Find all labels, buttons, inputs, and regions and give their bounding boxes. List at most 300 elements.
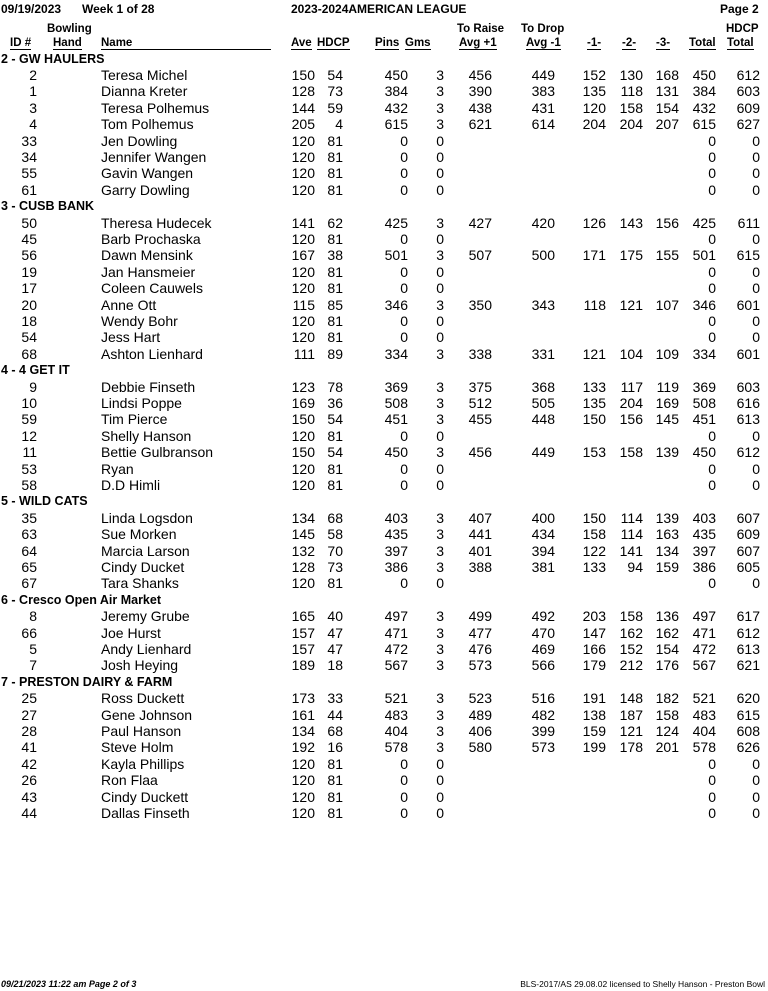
bowler-games: 0 bbox=[436, 132, 444, 149]
bowler-pins: 0 bbox=[400, 772, 408, 789]
bowler-to-drop: 492 bbox=[531, 608, 555, 625]
bowler-game-2: 162 bbox=[619, 624, 643, 641]
bowler-pins: 0 bbox=[400, 132, 408, 149]
bowler-average: 120 bbox=[291, 755, 315, 772]
bowler-name: Paul Hanson bbox=[101, 722, 182, 739]
bowler-pins: 425 bbox=[384, 214, 408, 231]
bowler-game-2: 141 bbox=[619, 542, 643, 559]
bowler-pins: 0 bbox=[400, 755, 408, 772]
bowler-handicap: 81 bbox=[327, 263, 343, 280]
bowler-game-3: 156 bbox=[655, 214, 679, 231]
bowler-id: 27 bbox=[21, 706, 37, 723]
bowler-hdcp-total: 616 bbox=[736, 394, 760, 411]
bowler-hdcp-total: 0 bbox=[752, 476, 760, 493]
col-to-drop: Avg -1 bbox=[526, 37, 561, 49]
bowler-hdcp-total: 615 bbox=[736, 706, 760, 723]
bowler-handicap: 81 bbox=[327, 427, 343, 444]
bowler-games: 0 bbox=[436, 263, 444, 280]
bowler-game-1: 203 bbox=[582, 608, 606, 625]
bowler-average: 120 bbox=[291, 772, 315, 789]
col-to-drop-top: To Drop bbox=[521, 23, 565, 35]
bowler-handicap: 81 bbox=[327, 788, 343, 805]
col-gms: Gms bbox=[405, 37, 431, 49]
bowler-game-1: 118 bbox=[583, 296, 606, 313]
bowler-to-raise: 401 bbox=[468, 542, 492, 559]
bowler-total: 0 bbox=[708, 460, 716, 477]
bowler-to-raise: 621 bbox=[468, 116, 492, 133]
bowler-name: Jennifer Wangen bbox=[101, 148, 207, 165]
team-header bbox=[0, 362, 768, 378]
bowler-pins: 0 bbox=[400, 575, 408, 592]
bowler-handicap: 81 bbox=[327, 165, 343, 182]
bowler-total: 615 bbox=[692, 116, 716, 133]
col-hand: Hand bbox=[53, 37, 82, 49]
bowler-game-1: 138 bbox=[582, 706, 606, 723]
bowler-id: 10 bbox=[21, 394, 37, 411]
bowler-pins: 0 bbox=[400, 280, 408, 297]
bowler-average: 120 bbox=[291, 427, 315, 444]
table-row bbox=[0, 723, 768, 739]
bowler-total: 578 bbox=[692, 739, 716, 756]
bowler-hdcp-total: 0 bbox=[752, 460, 760, 477]
bowler-pins: 386 bbox=[384, 558, 408, 575]
bowler-average: 141 bbox=[291, 214, 315, 231]
bowler-hdcp-total: 601 bbox=[736, 345, 760, 362]
team-title: 4 - 4 GET IT bbox=[1, 363, 70, 378]
bowler-game-1: 152 bbox=[582, 66, 606, 83]
bowler-pins: 0 bbox=[400, 181, 408, 198]
bowler-to-drop: 381 bbox=[531, 558, 555, 575]
bowler-to-drop: 431 bbox=[531, 99, 555, 116]
bowler-name: Debbie Finseth bbox=[101, 378, 196, 395]
bowler-game-2: 143 bbox=[619, 214, 643, 231]
table-row bbox=[0, 789, 768, 805]
bowler-id: 68 bbox=[21, 345, 37, 362]
bowler-id: 35 bbox=[21, 509, 37, 526]
bowler-games: 3 bbox=[436, 83, 444, 100]
bowler-game-1: 121 bbox=[582, 345, 606, 362]
bowler-id: 45 bbox=[21, 230, 37, 247]
bowler-games: 3 bbox=[436, 608, 444, 625]
bowler-total: 0 bbox=[708, 263, 716, 280]
bowler-hdcp-total: 620 bbox=[736, 690, 760, 707]
table-row bbox=[0, 641, 768, 657]
bowler-id: 4 bbox=[29, 116, 37, 133]
bowler-hdcp-total: 611 bbox=[737, 214, 760, 231]
table-row bbox=[0, 805, 768, 821]
col-pins: Pins bbox=[375, 37, 400, 49]
table-row bbox=[0, 707, 768, 723]
bowler-id: 2 bbox=[29, 66, 37, 83]
bowler-game-3: 163 bbox=[655, 526, 679, 543]
bowler-game-1: 199 bbox=[582, 739, 606, 756]
bowler-hdcp-total: 617 bbox=[736, 608, 760, 625]
bowler-hdcp-total: 621 bbox=[736, 657, 760, 674]
col-to-raise: Avg +1 bbox=[459, 37, 497, 49]
table-row bbox=[0, 526, 768, 542]
bowler-to-raise: 455 bbox=[468, 411, 492, 428]
col-game-3: -3- bbox=[656, 37, 671, 49]
bowler-id: 43 bbox=[21, 788, 37, 805]
bowler-total: 334 bbox=[692, 345, 716, 362]
bowler-id: 54 bbox=[21, 329, 37, 346]
table-row bbox=[0, 690, 768, 706]
bowler-total: 471 bbox=[692, 624, 716, 641]
bowler-game-1: 122 bbox=[582, 542, 606, 559]
col-bowling-top: Bowling bbox=[47, 23, 92, 35]
bowler-pins: 508 bbox=[384, 394, 408, 411]
bowler-total: 497 bbox=[692, 608, 716, 625]
bowler-game-3: 207 bbox=[655, 116, 679, 133]
bowler-game-3: 162 bbox=[655, 624, 679, 641]
bowler-total: 346 bbox=[692, 296, 716, 313]
table-row bbox=[0, 313, 768, 329]
bowler-pins: 404 bbox=[384, 722, 408, 739]
bowler-name: Ross Duckett bbox=[101, 690, 185, 707]
bowler-hdcp-total: 0 bbox=[752, 280, 760, 297]
bowler-total: 369 bbox=[692, 378, 716, 395]
table-row bbox=[0, 428, 768, 444]
bowler-game-2: 204 bbox=[619, 394, 643, 411]
bowler-average: 157 bbox=[291, 640, 315, 657]
bowler-hdcp-total: 603 bbox=[736, 83, 760, 100]
bowler-to-raise: 512 bbox=[468, 394, 492, 411]
bowler-to-raise: 523 bbox=[468, 690, 492, 707]
bowler-game-3: 145 bbox=[655, 411, 679, 428]
bowler-to-drop: 434 bbox=[531, 526, 555, 543]
bowler-id: 42 bbox=[21, 755, 37, 772]
bowler-pins: 501 bbox=[384, 247, 408, 264]
bowler-total: 0 bbox=[708, 312, 716, 329]
bowler-to-drop: 400 bbox=[531, 509, 555, 526]
bowler-average: 132 bbox=[291, 542, 315, 559]
bowler-name: Barb Prochaska bbox=[101, 230, 201, 247]
table-row bbox=[0, 411, 768, 427]
bowler-to-drop: 469 bbox=[531, 640, 555, 657]
bowler-average: 120 bbox=[291, 181, 315, 198]
bowler-id: 33 bbox=[21, 132, 37, 149]
bowler-handicap: 81 bbox=[327, 181, 343, 198]
bowler-average: 120 bbox=[291, 280, 315, 297]
table-row bbox=[0, 625, 768, 641]
bowler-id: 56 bbox=[21, 247, 37, 264]
bowler-games: 3 bbox=[436, 345, 444, 362]
table-row bbox=[0, 608, 768, 624]
team-title: 2 - GW HAULERS bbox=[1, 51, 105, 66]
bowler-hdcp-total: 0 bbox=[752, 804, 760, 821]
table-row bbox=[0, 346, 768, 362]
bowler-average: 165 bbox=[291, 608, 315, 625]
bowler-id: 63 bbox=[21, 526, 37, 543]
bowler-to-raise: 438 bbox=[468, 99, 492, 116]
col-hdcp-total-top: HDCP bbox=[726, 23, 759, 35]
bowler-hdcp-total: 605 bbox=[736, 558, 760, 575]
bowler-total: 0 bbox=[708, 165, 716, 182]
bowler-to-raise: 573 bbox=[468, 657, 492, 674]
bowler-to-raise: 507 bbox=[468, 247, 492, 264]
bowler-game-3: 134 bbox=[655, 542, 679, 559]
bowler-id: 26 bbox=[21, 772, 37, 789]
bowler-total: 521 bbox=[692, 690, 716, 707]
table-row bbox=[0, 247, 768, 263]
bowler-id: 66 bbox=[21, 624, 37, 641]
bowler-hdcp-total: 612 bbox=[736, 624, 760, 641]
bowler-game-1: 135 bbox=[582, 394, 606, 411]
bowler-average: 120 bbox=[291, 263, 315, 280]
bowler-games: 3 bbox=[436, 99, 444, 116]
bowler-total: 397 bbox=[692, 542, 716, 559]
table-row bbox=[0, 280, 768, 296]
bowler-name: Tim Pierce bbox=[101, 411, 168, 428]
bowler-games: 0 bbox=[436, 460, 444, 477]
bowler-handicap: 89 bbox=[327, 345, 343, 362]
bowler-handicap: 81 bbox=[327, 575, 343, 592]
bowler-game-2: 158 bbox=[619, 444, 643, 461]
bowler-games: 0 bbox=[436, 427, 444, 444]
col-ave: Ave bbox=[291, 37, 312, 49]
bowler-handicap: 54 bbox=[327, 444, 343, 461]
bowler-id: 17 bbox=[21, 280, 37, 297]
bowler-handicap: 81 bbox=[327, 329, 343, 346]
bowler-games: 3 bbox=[436, 558, 444, 575]
bowler-games: 0 bbox=[436, 181, 444, 198]
bowler-game-3: 107 bbox=[655, 296, 679, 313]
bowler-game-2: 94 bbox=[627, 558, 643, 575]
bowler-hdcp-total: 0 bbox=[752, 788, 760, 805]
bowler-average: 120 bbox=[291, 148, 315, 165]
bowler-pins: 451 bbox=[384, 411, 408, 428]
bowler-average: 120 bbox=[291, 788, 315, 805]
bowler-game-1: 147 bbox=[582, 624, 606, 641]
bowler-game-2: 187 bbox=[619, 706, 643, 723]
team-header bbox=[0, 493, 768, 509]
table-row bbox=[0, 231, 768, 247]
team-title: 5 - WILD CATS bbox=[1, 494, 88, 509]
team-header bbox=[0, 51, 768, 67]
bowler-hdcp-total: 626 bbox=[736, 739, 760, 756]
bowler-hdcp-total: 612 bbox=[736, 66, 760, 83]
bowler-game-2: 212 bbox=[619, 657, 643, 674]
bowler-games: 0 bbox=[436, 230, 444, 247]
bowler-total: 0 bbox=[708, 772, 716, 789]
bowler-handicap: 47 bbox=[327, 624, 343, 641]
bowler-total: 450 bbox=[692, 444, 716, 461]
bowler-game-3: 136 bbox=[655, 608, 679, 625]
bowler-game-2: 175 bbox=[619, 247, 643, 264]
bowler-name: Sue Morken bbox=[101, 526, 177, 543]
bowler-name: Teresa Polhemus bbox=[101, 99, 210, 116]
bowler-game-2: 158 bbox=[619, 608, 643, 625]
bowler-average: 120 bbox=[291, 132, 315, 149]
bowler-handicap: 81 bbox=[327, 460, 343, 477]
bowler-name: Josh Heying bbox=[101, 657, 179, 674]
bowler-to-raise: 499 bbox=[468, 608, 492, 625]
bowler-games: 3 bbox=[436, 526, 444, 543]
bowler-game-1: 150 bbox=[582, 509, 606, 526]
table-row bbox=[0, 756, 768, 772]
bowler-total: 0 bbox=[708, 230, 716, 247]
bowler-id: 41 bbox=[21, 739, 37, 756]
bowler-total: 0 bbox=[708, 280, 716, 297]
bowler-handicap: 85 bbox=[327, 296, 343, 313]
bowler-to-drop: 394 bbox=[531, 542, 555, 559]
bowler-pins: 397 bbox=[384, 542, 408, 559]
bowler-hdcp-total: 0 bbox=[752, 772, 760, 789]
report-week: Week 1 of 28 bbox=[82, 2, 155, 16]
col-hdcp-total: Total bbox=[727, 37, 754, 49]
bowler-average: 128 bbox=[291, 83, 315, 100]
table-row bbox=[0, 477, 768, 493]
table-row bbox=[0, 116, 768, 132]
bowler-hdcp-total: 0 bbox=[752, 312, 760, 329]
bowler-handicap: 68 bbox=[327, 509, 343, 526]
bowler-hdcp-total: 0 bbox=[752, 148, 760, 165]
bowler-hdcp-total: 0 bbox=[752, 755, 760, 772]
bowler-total: 404 bbox=[692, 722, 716, 739]
bowler-game-2: 152 bbox=[619, 640, 643, 657]
col-game-2: -2- bbox=[622, 37, 637, 49]
bowler-name: Gene Johnson bbox=[101, 706, 193, 723]
bowler-games: 3 bbox=[436, 640, 444, 657]
bowler-pins: 497 bbox=[384, 608, 408, 625]
bowler-hdcp-total: 609 bbox=[736, 99, 760, 116]
table-row bbox=[0, 149, 768, 165]
table-row bbox=[0, 657, 768, 673]
bowler-games: 0 bbox=[436, 329, 444, 346]
bowler-hdcp-total: 0 bbox=[752, 427, 760, 444]
bowler-games: 0 bbox=[436, 755, 444, 772]
bowler-name: Dawn Mensink bbox=[101, 247, 193, 264]
bowler-total: 0 bbox=[708, 148, 716, 165]
bowler-hdcp-total: 0 bbox=[752, 181, 760, 198]
bowler-to-drop: 470 bbox=[531, 624, 555, 641]
bowler-game-3: 131 bbox=[655, 83, 679, 100]
bowler-name: Joe Hurst bbox=[101, 624, 161, 641]
bowler-game-2: 117 bbox=[620, 378, 643, 395]
bowler-hdcp-total: 0 bbox=[752, 329, 760, 346]
bowler-pins: 483 bbox=[384, 706, 408, 723]
col-id: ID # bbox=[10, 37, 32, 49]
bowler-total: 0 bbox=[708, 181, 716, 198]
bowler-id: 3 bbox=[29, 99, 37, 116]
bowler-id: 59 bbox=[21, 411, 37, 428]
team-header bbox=[0, 198, 768, 214]
bowler-total: 501 bbox=[692, 247, 716, 264]
bowler-name: Ron Flaa bbox=[101, 772, 158, 789]
bowler-game-2: 130 bbox=[619, 66, 643, 83]
team-header bbox=[0, 592, 768, 608]
bowler-average: 145 bbox=[291, 526, 315, 543]
bowler-games: 0 bbox=[436, 312, 444, 329]
bowler-hdcp-total: 613 bbox=[736, 640, 760, 657]
bowler-average: 128 bbox=[291, 558, 315, 575]
bowler-game-3: 176 bbox=[655, 657, 679, 674]
bowler-id: 44 bbox=[21, 804, 37, 821]
bowler-game-2: 178 bbox=[619, 739, 643, 756]
bowler-handicap: 70 bbox=[327, 542, 343, 559]
bowler-name: Jen Dowling bbox=[101, 132, 178, 149]
bowler-id: 7 bbox=[29, 657, 37, 674]
bowler-average: 144 bbox=[291, 99, 315, 116]
league-title: 2023-2024AMERICAN LEAGUE bbox=[291, 2, 467, 16]
bowler-pins: 0 bbox=[400, 263, 408, 280]
bowler-average: 123 bbox=[291, 378, 315, 395]
bowler-hdcp-total: 601 bbox=[736, 296, 760, 313]
bowler-total: 567 bbox=[692, 657, 716, 674]
bowler-game-2: 114 bbox=[620, 509, 643, 526]
team-title: 7 - PRESTON DAIRY & FARM bbox=[1, 674, 173, 689]
bowler-id: 19 bbox=[21, 263, 37, 280]
bowler-game-3: 139 bbox=[655, 509, 679, 526]
col-game-1: -1- bbox=[587, 37, 602, 49]
bowler-to-drop: 500 bbox=[531, 247, 555, 264]
bowler-pins: 0 bbox=[400, 460, 408, 477]
bowler-game-3: 159 bbox=[655, 558, 679, 575]
bowler-games: 3 bbox=[436, 214, 444, 231]
bowler-games: 3 bbox=[436, 378, 444, 395]
bowler-handicap: 18 bbox=[327, 657, 343, 674]
bowler-games: 3 bbox=[436, 247, 444, 264]
bowler-to-raise: 427 bbox=[468, 214, 492, 231]
bowler-to-raise: 489 bbox=[468, 706, 492, 723]
bowler-to-raise: 390 bbox=[468, 83, 492, 100]
bowler-average: 115 bbox=[292, 296, 315, 313]
table-row bbox=[0, 165, 768, 181]
bowler-total: 483 bbox=[692, 706, 716, 723]
bowler-handicap: 81 bbox=[327, 804, 343, 821]
bowler-game-3: 109 bbox=[655, 345, 679, 362]
bowler-handicap: 81 bbox=[327, 148, 343, 165]
bowler-pins: 0 bbox=[400, 148, 408, 165]
bowler-pins: 432 bbox=[384, 99, 408, 116]
bowler-total: 0 bbox=[708, 329, 716, 346]
bowler-games: 3 bbox=[436, 411, 444, 428]
bowler-name: Ryan bbox=[101, 460, 134, 477]
bowler-hdcp-total: 0 bbox=[752, 132, 760, 149]
bowler-id: 25 bbox=[21, 690, 37, 707]
col-hdcp: HDCP bbox=[317, 37, 350, 49]
bowler-total: 0 bbox=[708, 575, 716, 592]
bowler-handicap: 54 bbox=[327, 66, 343, 83]
bowler-handicap: 78 bbox=[327, 378, 343, 395]
table-row bbox=[0, 444, 768, 460]
bowler-game-2: 114 bbox=[620, 526, 643, 543]
bowler-total: 451 bbox=[692, 411, 716, 428]
bowler-name: Tom Polhemus bbox=[101, 116, 194, 133]
bowler-handicap: 81 bbox=[327, 280, 343, 297]
bowler-id: 11 bbox=[22, 444, 37, 461]
bowler-name: Jess Hart bbox=[101, 329, 161, 346]
bowler-id: 8 bbox=[29, 608, 37, 625]
bowler-hdcp-total: 615 bbox=[736, 247, 760, 264]
bowler-handicap: 81 bbox=[327, 476, 343, 493]
bowler-id: 1 bbox=[29, 83, 37, 100]
bowler-to-drop: 448 bbox=[531, 411, 555, 428]
bowler-game-1: 120 bbox=[582, 99, 606, 116]
bowler-average: 189 bbox=[291, 657, 315, 674]
bowler-to-drop: 368 bbox=[531, 378, 555, 395]
bowler-games: 0 bbox=[436, 280, 444, 297]
bowler-games: 3 bbox=[436, 66, 444, 83]
bowler-pins: 0 bbox=[400, 427, 408, 444]
page-number: Page 2 bbox=[720, 2, 759, 16]
bowler-average: 120 bbox=[291, 575, 315, 592]
bowler-game-1: 204 bbox=[582, 116, 606, 133]
bowler-average: 192 bbox=[291, 739, 315, 756]
bowler-hdcp-total: 608 bbox=[736, 722, 760, 739]
bowler-game-1: 166 bbox=[582, 640, 606, 657]
bowler-to-drop: 566 bbox=[531, 657, 555, 674]
